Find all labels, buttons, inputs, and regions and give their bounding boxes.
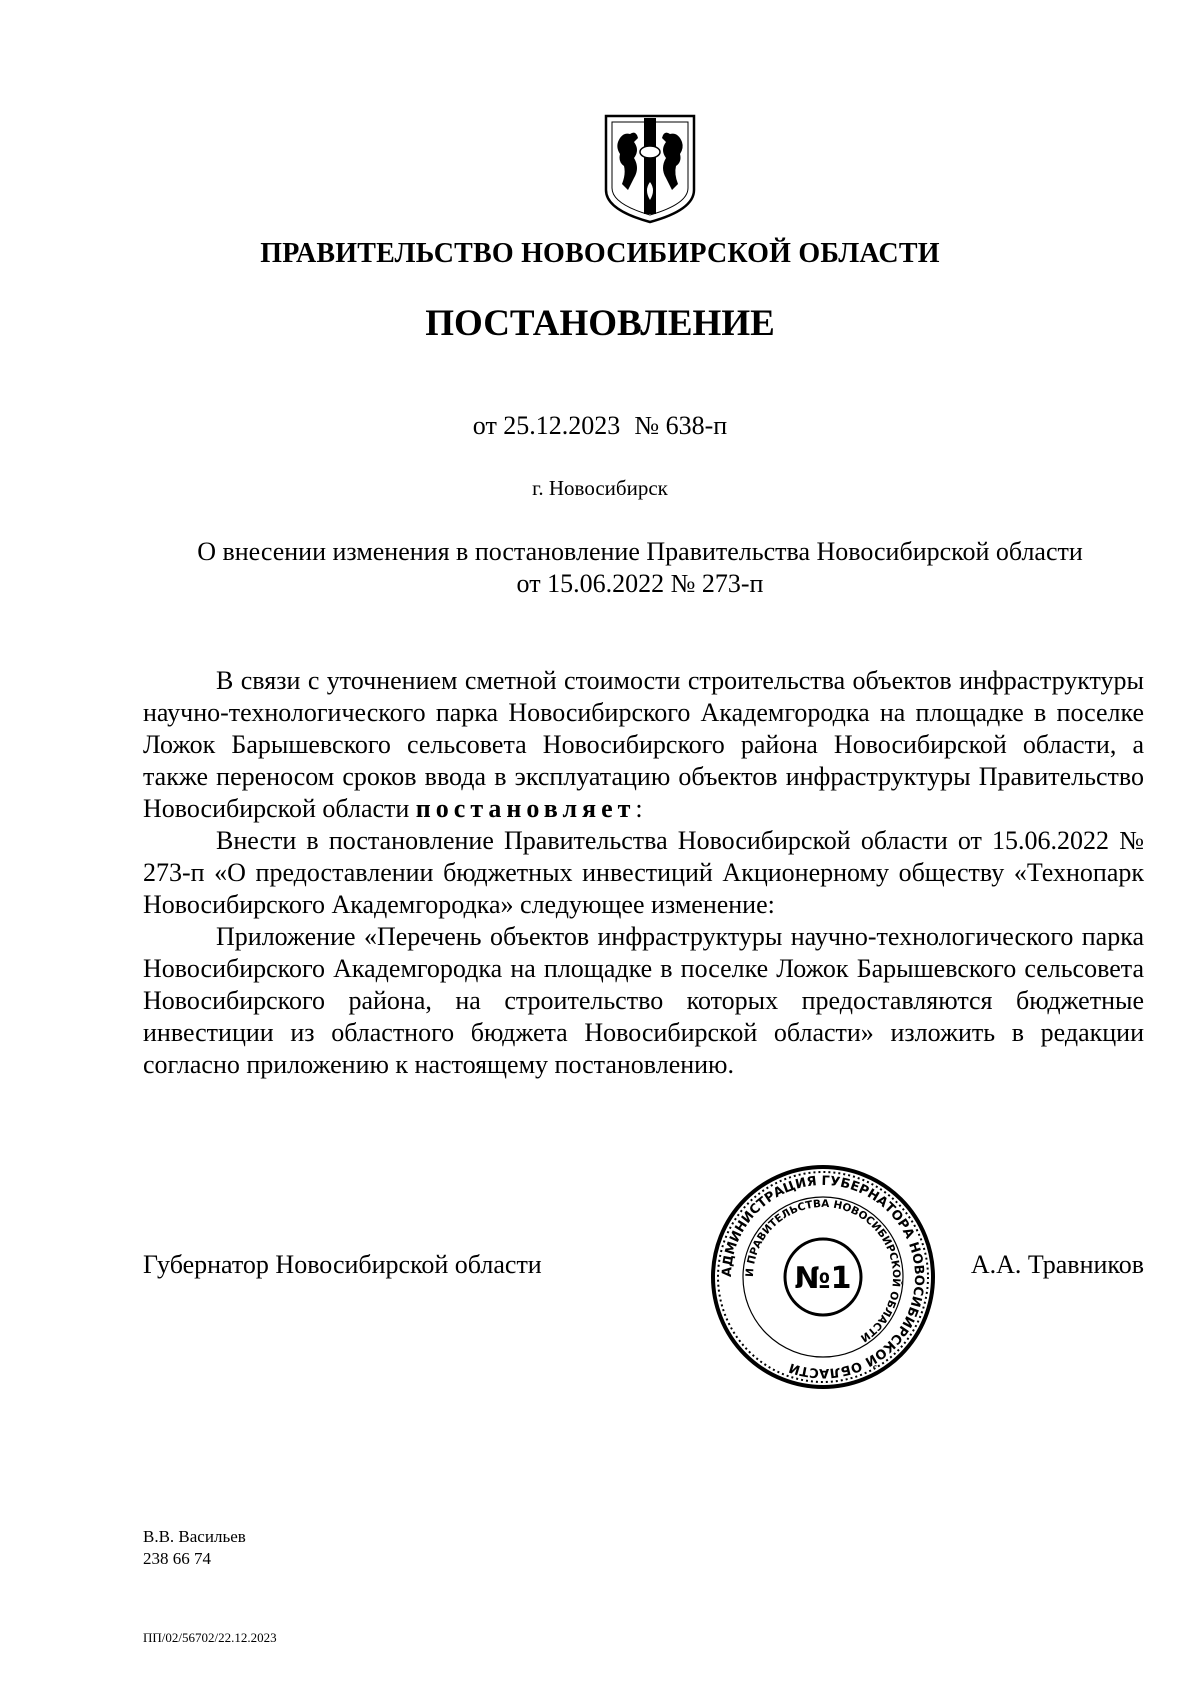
document-code: ПП/02/56702/22.12.2023 [143,1630,277,1645]
stamp-center-number: №1 [794,1261,852,1296]
document-date: от 25.12.2023 [472,411,621,440]
decree-colon: : [635,794,643,823]
document-body [143,665,1144,1081]
document-type-title: ПОСТАНОВЛЕНИЕ [425,303,775,344]
document-number: № 638-п [634,411,728,440]
signatory-name: А.А. Травников [970,1250,1144,1279]
body-paragraph-2: Внести в постановление Правительства Новосибирской области от 15.06.2022 № 273-п «О предоставлении бюджетных инвестиций Акционерному обществу «Технопарк Новосибирского Академгородка» следующее изменение: [143,826,1144,919]
executor-phone: 238 66 74 [143,1549,211,1568]
body-paragraph-3: Приложение «Перечень объектов инфраструктуры научно-технологического парка Новосибирского Академгородка на площадке в поселке Ложок Барышевского сельсовета Новосибирского района, на строительство которых предоставляются бюджетные инвестиции из областного бюджета Новосибирской области» изложить в редакции согласно приложению к настоящему постановлению. [143,922,1144,1079]
city-line: г. Новосибирск [532,476,668,500]
stamp-inner-text: И ПРАВИТЕЛЬСТВА НОВОСИБИРСКОЙ ОБЛАСТИ [743,1197,903,1345]
signatory-position: Губернатор Новосибирской области [143,1250,542,1279]
executor-block [143,1526,246,1570]
subject-line-2: от 15.06.2022 № 273-п [516,569,764,598]
decree-word: постановляет [415,794,636,823]
subject-line-1: О внесении изменения в постановление Правительства Новосибирской области [197,537,1083,566]
body-paragraph-1 [143,665,1144,825]
official-stamp-seal [708,1162,938,1392]
paragraph-1-text: В связи с уточнением сметной стоимости строительства объектов инфраструктуры научно-технологического парка Новосибирского Академгородка на площадке в поселке Ложок Барышевского сельсовета Новосибирского района Новосибирской области, а также переносом сроков ввода в эксплуатацию объектов инфраструктуры Правительство Новосибирской области [143,666,1144,823]
organization-title: ПРАВИТЕЛЬСТВО НОВОСИБИРСКОЙ ОБЛАСТИ [260,238,940,269]
document-date-number [0,411,1200,441]
executor-name: В.В. Васильев [143,1527,246,1546]
stamp-outer-text: АДМИНИСТРАЦИЯ ГУБЕРНАТОРА НОВОСИБИРСКОЙ ОБЛАСТИ [719,1173,927,1381]
document-subject [140,536,1140,600]
coat-of-arms-emblem [600,112,700,224]
